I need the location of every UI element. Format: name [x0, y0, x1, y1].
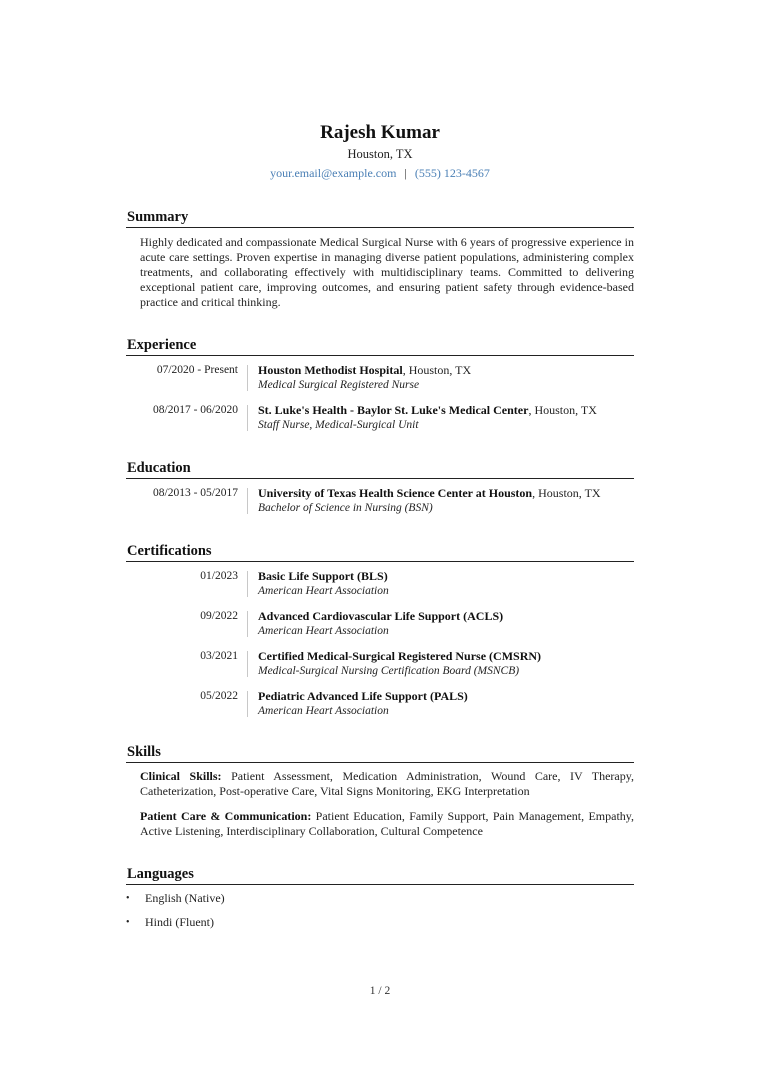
education-section: [126, 459, 634, 526]
section-divider: [126, 561, 634, 562]
entry-divider: [247, 488, 248, 514]
experience-entry: [126, 363, 634, 403]
certification-entry: [126, 569, 634, 609]
certification-name: Basic Life Support (BLS): [258, 569, 388, 583]
entry-divider: [247, 611, 248, 637]
skills-section: [126, 743, 634, 839]
languages-section: [126, 865, 634, 939]
section-title-experience: Experience: [127, 337, 197, 353]
certification-name: Advanced Cardiovascular Life Support (ACLS): [258, 609, 504, 623]
section-divider: [126, 478, 634, 479]
certification-entry: [126, 689, 634, 729]
candidate-name: Rajesh Kumar: [320, 122, 440, 143]
skill-group: [126, 769, 634, 799]
certification-issuer: American Heart Association: [258, 705, 389, 717]
email-link[interactable]: your.email@example.com: [270, 166, 397, 180]
section-title-certifications: Certifications: [127, 543, 212, 559]
entry-date: 08/2017 - 06/2020: [153, 404, 238, 416]
certification-issuer: American Heart Association: [258, 625, 389, 637]
section-divider: [126, 762, 634, 763]
skill-group-items: Patient Education, Family Support, Pain Management, Empathy, Active Listening, Interdisciplinary Collaboration, Cultural Competence: [140, 809, 634, 838]
entry-date: 01/2023: [200, 570, 238, 582]
language-label: Hindi (Fluent): [145, 915, 214, 929]
certification-issuer: American Heart Association: [258, 585, 389, 597]
candidate-location: Houston, TX: [347, 147, 413, 161]
experience-entry: [126, 403, 634, 443]
bullet-icon: •: [126, 893, 130, 904]
certification-name: Pediatric Advanced Life Support (PALS): [258, 689, 468, 703]
summary-section: [126, 208, 634, 310]
section-divider: [126, 355, 634, 356]
contact-separator: |: [404, 166, 407, 180]
entry-divider: [247, 365, 248, 391]
education-entry: [126, 486, 634, 526]
entry-date: 07/2020 - Present: [156, 364, 238, 376]
section-title-summary: Summary: [127, 209, 189, 225]
skill-group-label: Clinical Skills:: [140, 769, 222, 783]
summary-text: Highly dedicated and compassionate Medical Surgical Nurse with 6 years of progressive experience in acute care settings. Proven expertise in managing diverse patient populations, administering complex treatments, and collaborating effectively with multidisciplinary teams. Committed to delivering exceptional patient care, improving outcomes, and ensuring patient safety through evidence-based practice and critical thinking.: [140, 235, 634, 309]
entry-location: , Houston, TX: [402, 363, 472, 377]
bullet-icon: •: [126, 917, 130, 928]
entry-role: Staff Nurse, Medical-Surgical Unit: [258, 419, 419, 431]
certification-issuer: Medical-Surgical Nursing Certification Board (MSNCB): [258, 665, 520, 677]
entry-institution: University of Texas Health Science Center at Houston: [258, 486, 533, 500]
phone-link[interactable]: (555) 123-4567: [414, 166, 490, 180]
entry-organization: Houston Methodist Hospital: [258, 363, 403, 377]
resume-header: [0, 122, 760, 181]
skill-group-label: Patient Care & Communication:: [140, 809, 312, 823]
entry-degree: Bachelor of Science in Nursing (BSN): [258, 502, 433, 514]
language-item: [126, 891, 634, 915]
language-label: English (Native): [145, 891, 225, 905]
entry-date: 03/2021: [200, 650, 238, 662]
entry-location: , Houston, TX: [528, 403, 597, 417]
entry-role: Medical Surgical Registered Nurse: [258, 379, 420, 391]
certifications-section: [126, 542, 634, 729]
experience-section: [126, 336, 634, 443]
entry-divider: [247, 651, 248, 677]
contact-line: [0, 165, 760, 181]
section-title-education: Education: [127, 460, 191, 476]
entry-location: , Houston, TX: [532, 486, 601, 500]
section-divider: [126, 884, 634, 885]
page-number: 1 / 2: [369, 985, 391, 997]
entry-divider: [247, 405, 248, 431]
entry-organization: St. Luke's Health - Baylor St. Luke's Medical Center: [258, 403, 529, 417]
section-divider: [126, 227, 634, 228]
section-title-skills: Skills: [127, 744, 161, 760]
certification-name: Certified Medical-Surgical Registered Nurse (CMSRN): [258, 649, 542, 663]
entry-divider: [247, 571, 248, 597]
skill-group-items: Patient Assessment, Medication Administration, Wound Care, IV Therapy, Catheterization, Post-operative Care, Vital Signs Monitoring, EKG Interpretation: [140, 769, 634, 798]
entry-date: 05/2022: [200, 690, 238, 702]
language-item: [126, 915, 634, 939]
entry-divider: [247, 691, 248, 717]
certification-entry: [126, 609, 634, 649]
certification-entry: [126, 649, 634, 689]
language-list: [126, 891, 634, 939]
section-title-languages: Languages: [127, 866, 194, 882]
entry-date: 09/2022: [200, 610, 238, 622]
entry-date: 08/2013 - 05/2017: [153, 487, 238, 499]
skill-group: [126, 809, 634, 839]
